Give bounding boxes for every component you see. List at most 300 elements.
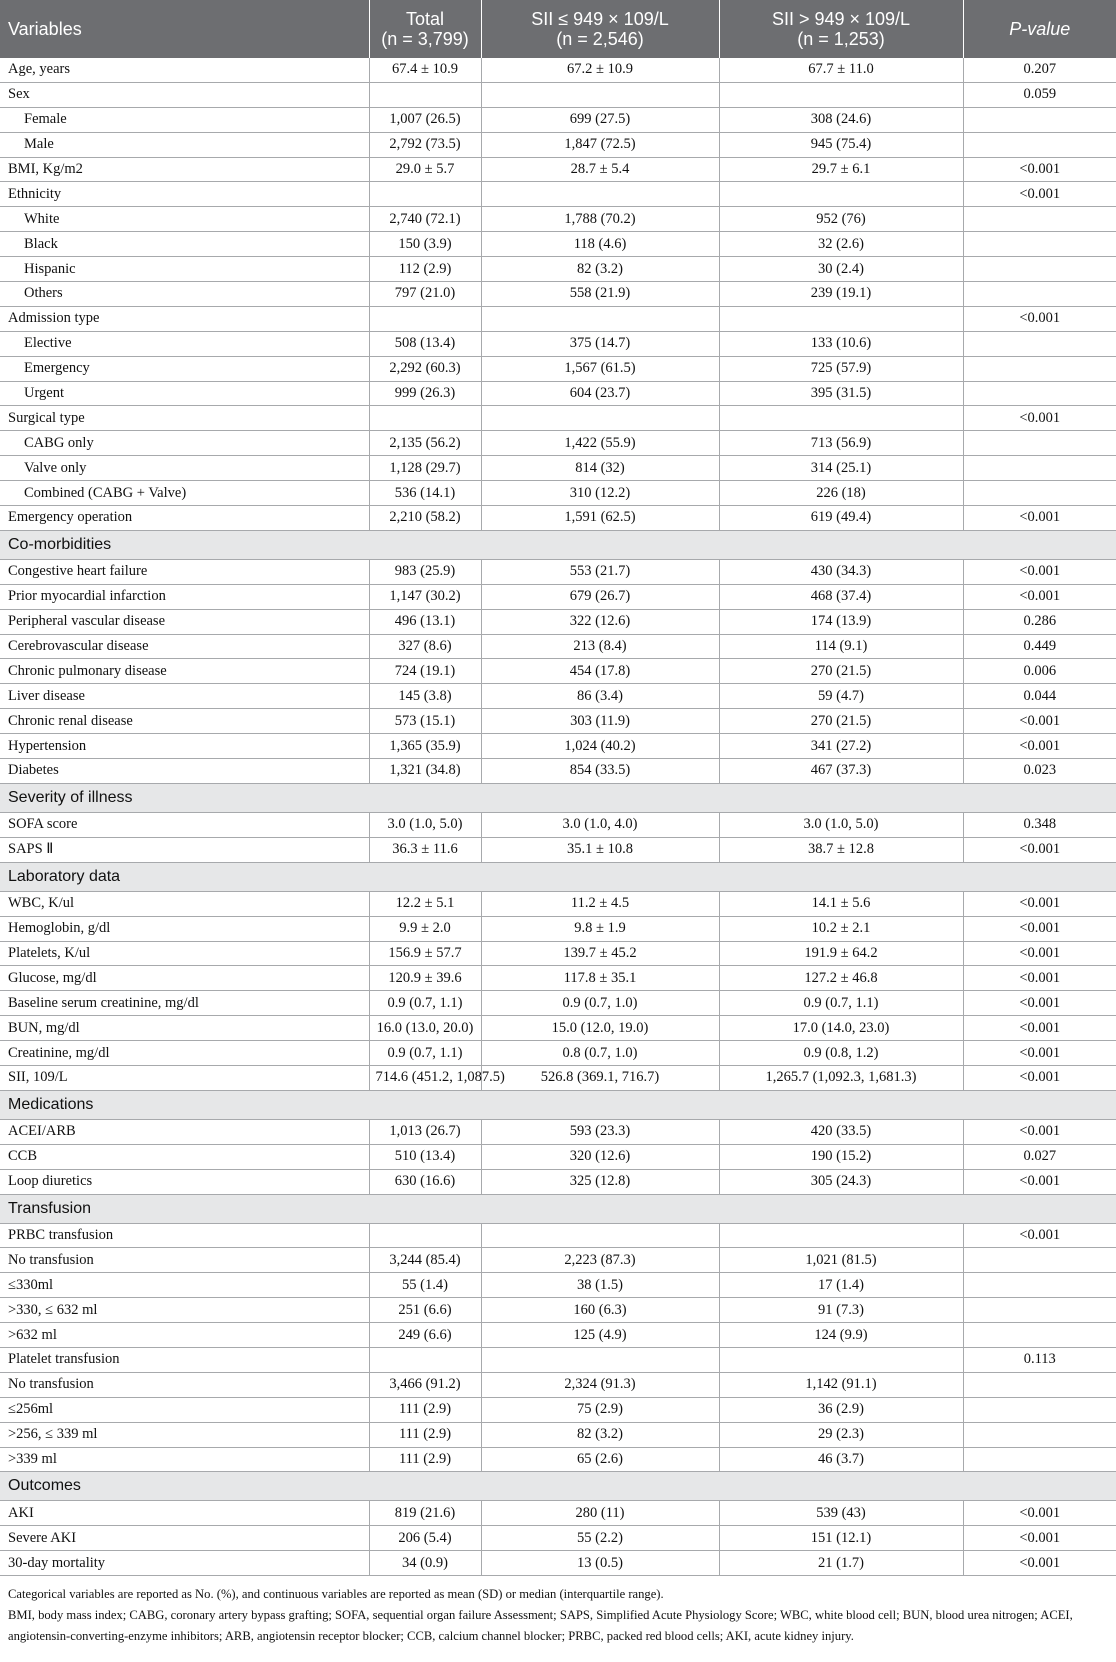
cell-total: 1,007 (26.5) xyxy=(369,107,481,132)
cell-sii-high: 3.0 (1.0, 5.0) xyxy=(719,812,963,837)
table-row xyxy=(0,182,1116,207)
table-row xyxy=(0,506,1116,531)
header-total-count: (n = 3,799) xyxy=(381,29,469,49)
cell-sii-low: 375 (14.7) xyxy=(481,331,719,356)
table-row xyxy=(0,584,1116,609)
cell-sii-low: 1,847 (72.5) xyxy=(481,132,719,157)
cell-total: 111 (2.9) xyxy=(369,1447,481,1472)
cell-sii-low: 118 (4.6) xyxy=(481,232,719,257)
cell-total: 2,740 (72.1) xyxy=(369,207,481,232)
row-label: White xyxy=(0,207,369,232)
row-label: 30-day mortality xyxy=(0,1551,369,1576)
cell-p-value: <0.001 xyxy=(963,941,1116,966)
cell-sii-low: 322 (12.6) xyxy=(481,609,719,634)
cell-p-value xyxy=(963,1422,1116,1447)
row-label: Severe AKI xyxy=(0,1526,369,1551)
cell-total xyxy=(369,1223,481,1248)
row-label: >256, ≤ 339 ml xyxy=(0,1422,369,1447)
cell-sii-high xyxy=(719,82,963,107)
cell-sii-high: 467 (37.3) xyxy=(719,759,963,784)
cell-sii-high: 174 (13.9) xyxy=(719,609,963,634)
cell-p-value: 0.023 xyxy=(963,759,1116,784)
cell-total: 206 (5.4) xyxy=(369,1526,481,1551)
cell-sii-low: 1,024 (40.2) xyxy=(481,734,719,759)
footnote-reporting: Categorical variables are reported as No. (%), and continuous variables are reported as mean (SD) or median (interquartile range). xyxy=(8,1587,664,1602)
cell-sii-high: 67.7 ± 11.0 xyxy=(719,58,963,82)
table-row xyxy=(0,1169,1116,1194)
table-row xyxy=(0,609,1116,634)
cell-sii-low: 11.2 ± 4.5 xyxy=(481,891,719,916)
cell-total: 573 (15.1) xyxy=(369,709,481,734)
cell-sii-low: 604 (23.7) xyxy=(481,381,719,406)
cell-total: 983 (25.9) xyxy=(369,559,481,584)
row-label: Platelet transfusion xyxy=(0,1347,369,1372)
cell-sii-high: 36 (2.9) xyxy=(719,1397,963,1422)
cell-p-value: <0.001 xyxy=(963,406,1116,431)
cell-p-value: <0.001 xyxy=(963,1223,1116,1248)
cell-p-value: <0.001 xyxy=(963,1065,1116,1090)
cell-total: 2,210 (58.2) xyxy=(369,506,481,531)
cell-p-value: <0.001 xyxy=(963,837,1116,862)
cell-p-value: <0.001 xyxy=(963,1119,1116,1144)
cell-sii-high: 17 (1.4) xyxy=(719,1273,963,1298)
cell-total: 630 (16.6) xyxy=(369,1169,481,1194)
table-row xyxy=(0,1119,1116,1144)
row-label: Surgical type xyxy=(0,406,369,431)
cell-total: 34 (0.9) xyxy=(369,1551,481,1576)
header-variables: Variables xyxy=(0,0,369,58)
cell-p-value: <0.001 xyxy=(963,1551,1116,1576)
cell-total: 510 (13.4) xyxy=(369,1144,481,1169)
table-row xyxy=(0,58,1116,82)
header-row xyxy=(0,0,1116,58)
cell-total: 1,321 (34.8) xyxy=(369,759,481,784)
row-label: Cerebrovascular disease xyxy=(0,634,369,659)
table-row xyxy=(0,734,1116,759)
cell-sii-high: 14.1 ± 5.6 xyxy=(719,891,963,916)
cell-sii-high: 91 (7.3) xyxy=(719,1298,963,1323)
cell-p-value xyxy=(963,1298,1116,1323)
cell-total: 2,292 (60.3) xyxy=(369,356,481,381)
cell-p-value: 0.207 xyxy=(963,58,1116,82)
table-row xyxy=(0,1397,1116,1422)
cell-p-value: 0.286 xyxy=(963,609,1116,634)
table-row xyxy=(0,1273,1116,1298)
cell-sii-high: 420 (33.5) xyxy=(719,1119,963,1144)
cell-p-value xyxy=(963,1248,1116,1273)
cell-sii-low: 160 (6.3) xyxy=(481,1298,719,1323)
cell-p-value: <0.001 xyxy=(963,1169,1116,1194)
table-row xyxy=(0,1323,1116,1348)
row-label: >330, ≤ 632 ml xyxy=(0,1298,369,1323)
cell-sii-high: 713 (56.9) xyxy=(719,431,963,456)
header-sii-low-title: SII ≤ 949 × 109/L xyxy=(531,9,669,29)
cell-sii-low: 125 (4.9) xyxy=(481,1323,719,1348)
section-header-row xyxy=(0,1090,1116,1119)
row-label: Ethnicity xyxy=(0,182,369,207)
section-title: Medications xyxy=(0,1090,1116,1119)
cell-sii-low: 0.8 (0.7, 1.0) xyxy=(481,1041,719,1066)
cell-sii-high xyxy=(719,1347,963,1372)
cell-p-value: <0.001 xyxy=(963,306,1116,331)
cell-total: 120.9 ± 39.6 xyxy=(369,966,481,991)
section-header-row xyxy=(0,862,1116,891)
table-row xyxy=(0,381,1116,406)
cell-sii-low xyxy=(481,182,719,207)
cell-sii-low: 55 (2.2) xyxy=(481,1526,719,1551)
cell-sii-high: 952 (76) xyxy=(719,207,963,232)
row-label: ≤256ml xyxy=(0,1397,369,1422)
row-label: BMI, Kg/m2 xyxy=(0,157,369,182)
cell-sii-low: 1,422 (55.9) xyxy=(481,431,719,456)
cell-sii-high xyxy=(719,1223,963,1248)
table-row xyxy=(0,331,1116,356)
cell-total: 111 (2.9) xyxy=(369,1422,481,1447)
table-row xyxy=(0,456,1116,481)
cell-sii-low: 558 (21.9) xyxy=(481,282,719,307)
cell-p-value xyxy=(963,1397,1116,1422)
cell-p-value xyxy=(963,431,1116,456)
cell-sii-high: 270 (21.5) xyxy=(719,659,963,684)
table-row xyxy=(0,812,1116,837)
row-label: Emergency operation xyxy=(0,506,369,531)
cell-sii-high: 395 (31.5) xyxy=(719,381,963,406)
cell-sii-high: 127.2 ± 46.8 xyxy=(719,966,963,991)
cell-p-value xyxy=(963,257,1116,282)
header-sii-high xyxy=(719,0,963,58)
cell-sii-low: 28.7 ± 5.4 xyxy=(481,157,719,182)
cell-p-value: <0.001 xyxy=(963,1526,1116,1551)
cell-sii-high: 46 (3.7) xyxy=(719,1447,963,1472)
cell-total: 145 (3.8) xyxy=(369,684,481,709)
table-row xyxy=(0,356,1116,381)
cell-sii-low: 86 (3.4) xyxy=(481,684,719,709)
cell-sii-low: 280 (11) xyxy=(481,1501,719,1526)
cell-sii-low xyxy=(481,1223,719,1248)
row-label: WBC, K/ul xyxy=(0,891,369,916)
row-label: Hemoglobin, g/dl xyxy=(0,916,369,941)
cell-sii-high: 539 (43) xyxy=(719,1501,963,1526)
cell-total: 508 (13.4) xyxy=(369,331,481,356)
cell-total: 3.0 (1.0, 5.0) xyxy=(369,812,481,837)
cell-sii-low: 325 (12.8) xyxy=(481,1169,719,1194)
section-header-row xyxy=(0,530,1116,559)
cell-total: 1,147 (30.2) xyxy=(369,584,481,609)
cell-total: 2,135 (56.2) xyxy=(369,431,481,456)
row-label: Black xyxy=(0,232,369,257)
table-row xyxy=(0,1144,1116,1169)
table-row xyxy=(0,107,1116,132)
cell-total: 999 (26.3) xyxy=(369,381,481,406)
table-row xyxy=(0,1223,1116,1248)
cell-sii-high: 945 (75.4) xyxy=(719,132,963,157)
table-row xyxy=(0,991,1116,1016)
cell-p-value: <0.001 xyxy=(963,1501,1116,1526)
cell-total: 156.9 ± 57.7 xyxy=(369,941,481,966)
row-label: SOFA score xyxy=(0,812,369,837)
section-title: Co-morbidities xyxy=(0,530,1116,559)
row-label: Emergency xyxy=(0,356,369,381)
cell-sii-high: 30 (2.4) xyxy=(719,257,963,282)
row-label: Hispanic xyxy=(0,257,369,282)
cell-total: 1,128 (29.7) xyxy=(369,456,481,481)
table-row xyxy=(0,1041,1116,1066)
table-row xyxy=(0,232,1116,257)
cell-sii-high: 29 (2.3) xyxy=(719,1422,963,1447)
cell-p-value xyxy=(963,132,1116,157)
table-row xyxy=(0,157,1116,182)
row-label: Sex xyxy=(0,82,369,107)
cell-total: 1,365 (35.9) xyxy=(369,734,481,759)
table-body xyxy=(0,58,1116,1576)
cell-sii-high: 1,021 (81.5) xyxy=(719,1248,963,1273)
row-label: Diabetes xyxy=(0,759,369,784)
cell-sii-high: 468 (37.4) xyxy=(719,584,963,609)
cell-sii-high: 32 (2.6) xyxy=(719,232,963,257)
cell-sii-low: 75 (2.9) xyxy=(481,1397,719,1422)
table-row xyxy=(0,1347,1116,1372)
cell-total: 0.9 (0.7, 1.1) xyxy=(369,991,481,1016)
section-title: Severity of illness xyxy=(0,783,1116,812)
cell-sii-low: 553 (21.7) xyxy=(481,559,719,584)
cell-total: 12.2 ± 5.1 xyxy=(369,891,481,916)
table-row xyxy=(0,891,1116,916)
cell-sii-low: 679 (26.7) xyxy=(481,584,719,609)
cell-sii-low: 3.0 (1.0, 4.0) xyxy=(481,812,719,837)
cell-p-value: <0.001 xyxy=(963,966,1116,991)
cell-sii-low: 213 (8.4) xyxy=(481,634,719,659)
cell-sii-high: 124 (9.9) xyxy=(719,1323,963,1348)
table-row xyxy=(0,837,1116,862)
cell-sii-high: 59 (4.7) xyxy=(719,684,963,709)
cell-sii-high: 430 (34.3) xyxy=(719,559,963,584)
cell-sii-low: 65 (2.6) xyxy=(481,1447,719,1472)
cell-total: 0.9 (0.7, 1.1) xyxy=(369,1041,481,1066)
row-label: BUN, mg/dl xyxy=(0,1016,369,1041)
cell-p-value: 0.113 xyxy=(963,1347,1116,1372)
cell-sii-low xyxy=(481,306,719,331)
header-p-value-label: P-value xyxy=(1009,19,1071,39)
cell-sii-low: 82 (3.2) xyxy=(481,257,719,282)
cell-sii-low: 1,591 (62.5) xyxy=(481,506,719,531)
table-row xyxy=(0,1447,1116,1472)
row-label: Hypertension xyxy=(0,734,369,759)
cell-sii-high: 0.9 (0.8, 1.2) xyxy=(719,1041,963,1066)
cell-sii-high: 619 (49.4) xyxy=(719,506,963,531)
cell-p-value: <0.001 xyxy=(963,559,1116,584)
cell-sii-low: 454 (17.8) xyxy=(481,659,719,684)
cell-total: 55 (1.4) xyxy=(369,1273,481,1298)
cell-total: 496 (13.1) xyxy=(369,609,481,634)
table-row xyxy=(0,966,1116,991)
section-title: Transfusion xyxy=(0,1194,1116,1223)
cell-total: 249 (6.6) xyxy=(369,1323,481,1348)
row-label: Congestive heart failure xyxy=(0,559,369,584)
cell-p-value xyxy=(963,481,1116,506)
row-label: Urgent xyxy=(0,381,369,406)
section-header-row xyxy=(0,1194,1116,1223)
cell-p-value: 0.044 xyxy=(963,684,1116,709)
cell-sii-low: 2,324 (91.3) xyxy=(481,1372,719,1397)
row-label: Male xyxy=(0,132,369,157)
cell-sii-low: 303 (11.9) xyxy=(481,709,719,734)
row-label: Female xyxy=(0,107,369,132)
row-label: Age, years xyxy=(0,58,369,82)
table-row xyxy=(0,759,1116,784)
cell-p-value: <0.001 xyxy=(963,584,1116,609)
row-label: Platelets, K/ul xyxy=(0,941,369,966)
row-label: Combined (CABG + Valve) xyxy=(0,481,369,506)
cell-p-value: <0.001 xyxy=(963,1041,1116,1066)
cell-p-value: <0.001 xyxy=(963,734,1116,759)
cell-p-value xyxy=(963,282,1116,307)
table-row xyxy=(0,659,1116,684)
table-row xyxy=(0,406,1116,431)
cell-sii-high: 17.0 (14.0, 23.0) xyxy=(719,1016,963,1041)
row-label: >632 ml xyxy=(0,1323,369,1348)
header-total xyxy=(369,0,481,58)
table-row xyxy=(0,941,1116,966)
cell-sii-low: 13 (0.5) xyxy=(481,1551,719,1576)
row-label: Prior myocardial infarction xyxy=(0,584,369,609)
cell-p-value xyxy=(963,232,1116,257)
cell-p-value xyxy=(963,207,1116,232)
cell-total: 536 (14.1) xyxy=(369,481,481,506)
cell-sii-low xyxy=(481,82,719,107)
cell-p-value: <0.001 xyxy=(963,182,1116,207)
cell-sii-high: 21 (1.7) xyxy=(719,1551,963,1576)
cell-sii-low: 320 (12.6) xyxy=(481,1144,719,1169)
cell-sii-high: 270 (21.5) xyxy=(719,709,963,734)
cell-p-value: 0.027 xyxy=(963,1144,1116,1169)
table-row xyxy=(0,481,1116,506)
cell-sii-low: 699 (27.5) xyxy=(481,107,719,132)
section-title: Laboratory data xyxy=(0,862,1116,891)
cell-p-value: <0.001 xyxy=(963,916,1116,941)
cell-total: 3,244 (85.4) xyxy=(369,1248,481,1273)
cell-p-value: 0.059 xyxy=(963,82,1116,107)
cell-sii-low: 1,788 (70.2) xyxy=(481,207,719,232)
row-label: ACEI/ARB xyxy=(0,1119,369,1144)
table-row xyxy=(0,82,1116,107)
row-label: Chronic renal disease xyxy=(0,709,369,734)
footnote-abbreviations: BMI, body mass index; CABG, coronary artery bypass grafting; SOFA, sequential organ failure Assessment; SAPS, Simplified Acute Physiology Score; WBC, white blood cell; BUN, blood urea nitrogen; ACEI, angiotensin-converting-enzyme inhibitors; ARB, angiotensin receptor blocker; CCB, calcium channel blocker; PRBC, packed red blood cells; AKI, acute kidney injury. xyxy=(8,1608,1073,1644)
cell-sii-low: 35.1 ± 10.8 xyxy=(481,837,719,862)
row-label: Valve only xyxy=(0,456,369,481)
cell-p-value xyxy=(963,1372,1116,1397)
row-label: Chronic pulmonary disease xyxy=(0,659,369,684)
cell-total: 29.0 ± 5.7 xyxy=(369,157,481,182)
cell-total: 1,013 (26.7) xyxy=(369,1119,481,1144)
table-row xyxy=(0,684,1116,709)
cell-sii-high: 133 (10.6) xyxy=(719,331,963,356)
section-title: Outcomes xyxy=(0,1472,1116,1501)
cell-total xyxy=(369,182,481,207)
cell-sii-high xyxy=(719,406,963,431)
cell-p-value: 0.006 xyxy=(963,659,1116,684)
cell-p-value xyxy=(963,1273,1116,1298)
header-sii-high-count: (n = 1,253) xyxy=(797,29,885,49)
row-label: Creatinine, mg/dl xyxy=(0,1041,369,1066)
cell-p-value xyxy=(963,1323,1116,1348)
cell-p-value xyxy=(963,356,1116,381)
cell-sii-high: 10.2 ± 2.1 xyxy=(719,916,963,941)
cell-sii-high: 1,142 (91.1) xyxy=(719,1372,963,1397)
row-label: AKI xyxy=(0,1501,369,1526)
table-row xyxy=(0,1501,1116,1526)
cell-sii-low: 1,567 (61.5) xyxy=(481,356,719,381)
row-label: Glucose, mg/dl xyxy=(0,966,369,991)
cell-total: 3,466 (91.2) xyxy=(369,1372,481,1397)
row-label: No transfusion xyxy=(0,1372,369,1397)
cell-total: 327 (8.6) xyxy=(369,634,481,659)
cell-p-value: <0.001 xyxy=(963,709,1116,734)
table-footnotes xyxy=(0,1576,1116,1647)
table-row xyxy=(0,257,1116,282)
cell-p-value: 0.449 xyxy=(963,634,1116,659)
cell-total: 724 (19.1) xyxy=(369,659,481,684)
cell-sii-low: 310 (12.2) xyxy=(481,481,719,506)
cell-sii-high: 725 (57.9) xyxy=(719,356,963,381)
table-row xyxy=(0,1372,1116,1397)
row-label: ≤330ml xyxy=(0,1273,369,1298)
table-row xyxy=(0,634,1116,659)
cell-sii-high xyxy=(719,306,963,331)
cell-sii-high: 0.9 (0.7, 1.1) xyxy=(719,991,963,1016)
section-header-row xyxy=(0,1472,1116,1501)
table-row xyxy=(0,282,1116,307)
cell-total: 111 (2.9) xyxy=(369,1397,481,1422)
section-header-row xyxy=(0,783,1116,812)
cell-p-value: 0.348 xyxy=(963,812,1116,837)
cell-p-value: <0.001 xyxy=(963,991,1116,1016)
table-row xyxy=(0,1551,1116,1576)
cell-sii-low: 82 (3.2) xyxy=(481,1422,719,1447)
cell-total: 819 (21.6) xyxy=(369,1501,481,1526)
cell-sii-low xyxy=(481,1347,719,1372)
cell-p-value xyxy=(963,107,1116,132)
cell-p-value: <0.001 xyxy=(963,1016,1116,1041)
cell-total xyxy=(369,1347,481,1372)
row-label: Baseline serum creatinine, mg/dl xyxy=(0,991,369,1016)
table-row xyxy=(0,1248,1116,1273)
cell-total: 2,792 (73.5) xyxy=(369,132,481,157)
table-row xyxy=(0,306,1116,331)
cell-p-value xyxy=(963,456,1116,481)
cell-sii-low: 814 (32) xyxy=(481,456,719,481)
header-sii-low xyxy=(481,0,719,58)
cell-total: 714.6 (451.2, 1,087.5) xyxy=(369,1065,481,1090)
cell-p-value: <0.001 xyxy=(963,506,1116,531)
row-label: SAPS Ⅱ xyxy=(0,837,369,862)
cell-sii-low: 139.7 ± 45.2 xyxy=(481,941,719,966)
cell-sii-high: 226 (18) xyxy=(719,481,963,506)
cell-total xyxy=(369,82,481,107)
row-label: >339 ml xyxy=(0,1447,369,1472)
table-row xyxy=(0,1422,1116,1447)
cell-p-value xyxy=(963,331,1116,356)
cell-sii-low: 15.0 (12.0, 19.0) xyxy=(481,1016,719,1041)
cell-sii-low: 0.9 (0.7, 1.0) xyxy=(481,991,719,1016)
row-label: Liver disease xyxy=(0,684,369,709)
cell-sii-high: 29.7 ± 6.1 xyxy=(719,157,963,182)
cell-sii-high xyxy=(719,182,963,207)
cell-sii-high: 308 (24.6) xyxy=(719,107,963,132)
cell-total: 36.3 ± 11.6 xyxy=(369,837,481,862)
cell-total: 797 (21.0) xyxy=(369,282,481,307)
cell-sii-high: 191.9 ± 64.2 xyxy=(719,941,963,966)
table-row xyxy=(0,132,1116,157)
